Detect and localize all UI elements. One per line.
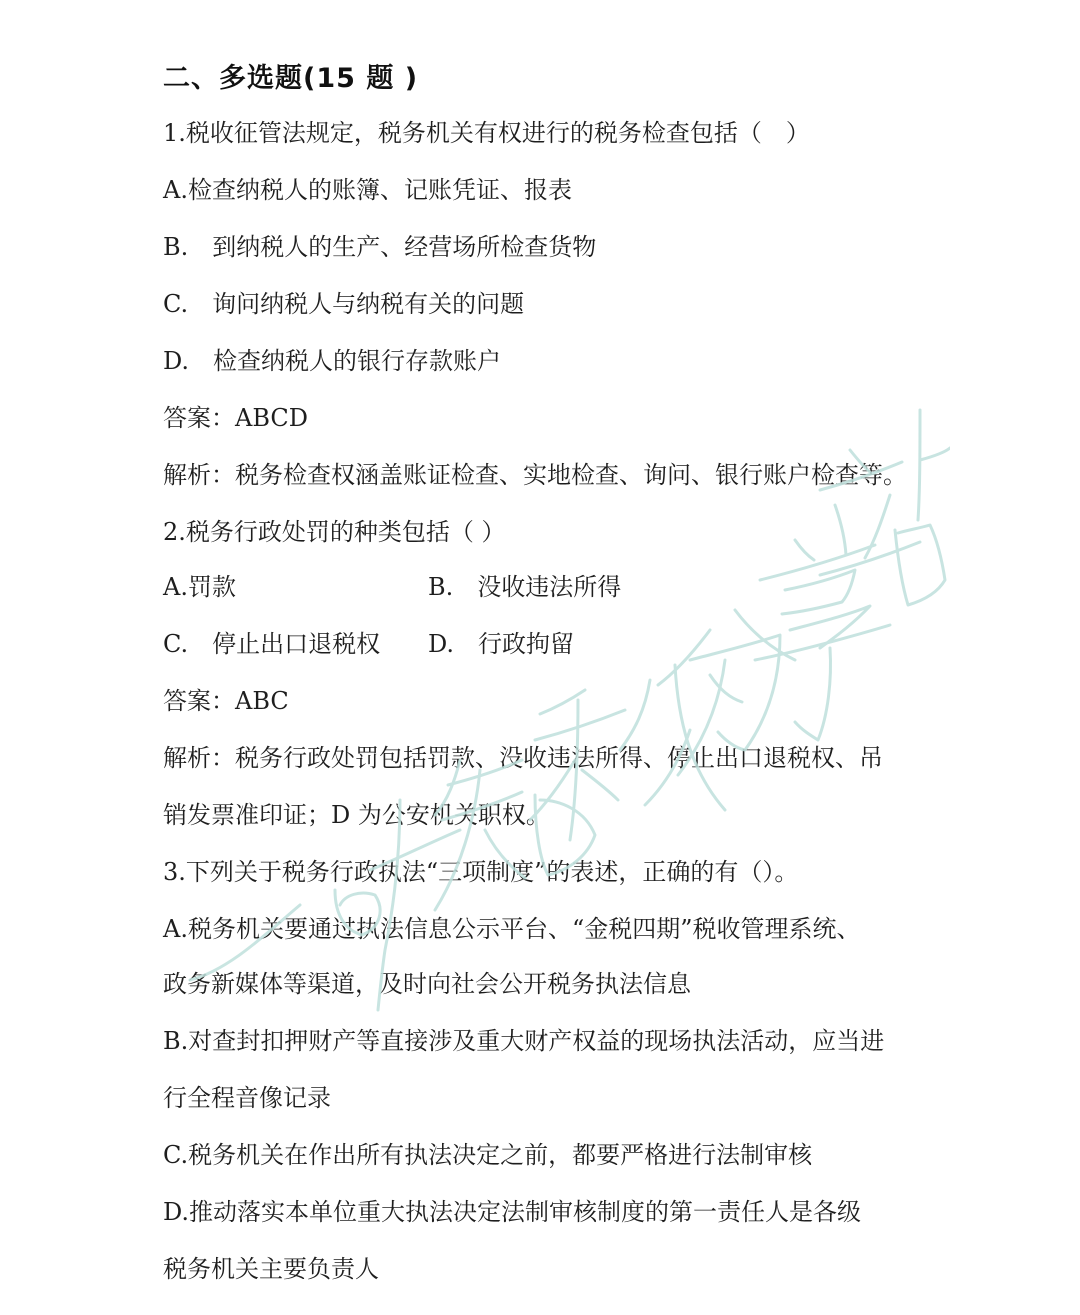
question-3-option-d-line-2: 税务机关主要负责人 (163, 1255, 379, 1283)
question-1-option-c: C. 询问纳税人与纳税有关的问题 (163, 290, 525, 318)
question-3-option-b-line-2: 行全程音像记录 (163, 1084, 331, 1112)
question-3-option-c: C.税务机关在作出所有执法决定之前，都要严格进行法制审核 (163, 1141, 813, 1169)
question-1-option-a: A.检查纳税人的账簿、记账凭证、报表 (163, 176, 572, 204)
question-3-option-d-line-1: D.推动落实本单位重大执法决定法制审核制度的第一责任人是各级 (163, 1198, 862, 1226)
question-1-analysis: 解析：税务检查权涵盖账证检查、实地检查、询问、银行账户检查等。 (163, 461, 907, 489)
question-2-option-a: A.罚款 (163, 573, 236, 601)
question-2-option-b: B. 没收违法所得 (428, 573, 622, 601)
question-2-analysis-line-1: 解析：税务行政处罚包括罚款、没收违法所得、停止出口退税权、吊 (163, 744, 883, 772)
question-1-answer: 答案：ABCD (163, 404, 309, 432)
question-2-analysis-line-2: 销发票准印证；D 为公安机关职权。 (163, 801, 550, 829)
question-1-stem: 1.税收征管法规定，税务机关有权进行的税务检查包括（ ） (163, 119, 810, 147)
question-2-option-c: C. 停止出口退税权 (163, 630, 381, 658)
question-3-option-a-line-1: A.税务机关要通过执法信息公示平台、“金税四期”税收管理系统、 (163, 915, 861, 943)
question-1-option-b: B. 到纳税人的生产、经营场所检查货物 (163, 233, 597, 261)
question-3-stem: 3.下列关于税务行政执法“三项制度”的表述，正确的有（）。 (163, 858, 799, 886)
question-1-option-d: D. 检查纳税人的银行存款账户 (163, 347, 502, 375)
question-3-option-b-line-1: B.对查封扣押财产等直接涉及重大财产权益的现场执法活动，应当进 (163, 1027, 885, 1055)
question-3-option-a-line-2: 政务新媒体等渠道，及时向社会公开税务执法信息 (163, 970, 691, 998)
question-2-answer: 答案：ABC (163, 687, 289, 715)
section-title: 二、多选题(15 题 ) (163, 63, 419, 94)
question-2-option-d: D. 行政拘留 (428, 630, 575, 658)
question-2-stem: 2.税务行政处罚的种类包括（ ） (163, 518, 506, 546)
